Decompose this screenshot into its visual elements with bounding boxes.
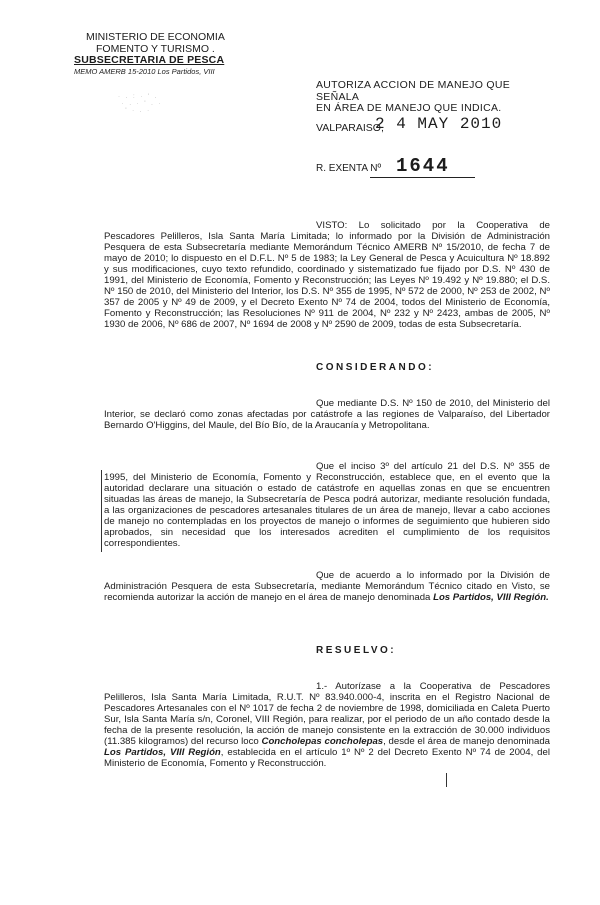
considerando-heading: CONSIDERANDO: [316, 362, 435, 373]
subject-block [316, 80, 546, 115]
letterhead [60, 32, 250, 77]
resuelvo-1-text: 1.- Autorízase a la Cooperativa de Pescadores Pelilleros, Isla Santa María Limitada, R.U.T. Nº 83.940.000-4, inscrita en el Registro Nacional de Pescadores Artesanales con el Nº 1017 de fecha 2 de noviembre de 1998, domiciliada en Caleta Puerto Sur, Isla Santa María s/n, Coronel, VIII Región, para realizar, por el periodo de un año contado desde la fecha de la presente resolución, la acción de manejo consistente en la extracción de 30.000 individuos (11.385 kilogramos) del recurso loco Concholepas concholepas, desde el área de manejo denominada Los Partidos, VIII Región, establecida en el artículo 1º Nº 2 del Decreto Exento Nº 74 de 2004, del Ministerio de Economía, Fomento y Reconstrucción. [104, 681, 550, 769]
considerando-1-text: Que mediante D.S. Nº 150 de 2010, del Ministerio del Interior, se declaró como zonas afectadas por catástrofe a las regiones de Valparaíso, del Libertador Bernardo O'Higgins, del Maule, del Bío Bío, de la Araucanía y Metropolitana. [104, 398, 550, 431]
resolution-number: 1644 [396, 155, 450, 177]
ministry-name-2: FOMENTO Y TURISMO . [96, 42, 215, 55]
margin-mark [101, 470, 102, 552]
considerando-1 [104, 398, 550, 431]
subsecretaria-name: SUBSECRETARIA DE PESCA [74, 54, 225, 66]
subject-line-1: AUTORIZA ACCION DE MANEJO QUE SEÑALA [316, 79, 511, 103]
resolution-label: R. EXENTA Nº [316, 163, 382, 174]
area-name: Los Partidos, VIII Región. [433, 592, 549, 603]
faint-stamp-mark: · . : · ' . · . · ' . · ' · . · [118, 94, 163, 114]
considerando-2 [104, 461, 550, 549]
resolution-underline [370, 177, 475, 178]
species-name: Concholepas concholepas [261, 736, 384, 747]
considerando-3-text: Que de acuerdo a lo informado por la División de Administración Pesquera de esta Subsecretaría, mediante Memorándum Técnico citado en Visto, se recomienda autorizar la acción de manejo en el área de manejo denominada Los Partidos, VIII Región. [104, 570, 550, 603]
visto-paragraph [104, 220, 550, 330]
margin-mark-2 [446, 773, 447, 787]
considerando-2-text: Que el inciso 3º del artículo 21 del D.S. Nº 355 de 1995, del Ministerio de Economía, Fomento y Reconstrucción, establece que, en el evento que la autoridad declarare una situación o estado de catástrofe en aquellas zonas en que se encuentren situadas las áreas de manejo, la Subsecretaría de Pesca podrá autorizar, mediante resolución fundada, a las organizaciones de pescadores artesanales titulares de un área de manejo, llevar a cabo acciones de manejo no contempladas en los proyectos de manejo o informes de seguimiento que hubieren sido aprobados, sin necesidad que los interesados acrediten el cumplimiento de los requisitos correspondientes. [104, 461, 550, 549]
resuelvo-area-name: Los Partidos, VIII Región [104, 747, 221, 758]
resuelvo-1 [104, 681, 550, 769]
subject-line-2: EN ÁREA DE MANEJO QUE INDICA. [316, 102, 502, 114]
resuelvo-heading: RESUELVO: [316, 645, 397, 656]
place-label: VALPARAISO, [316, 122, 384, 134]
memo-reference: MEMO AMERB 15-2010 Los Partidos, VIII [74, 66, 215, 76]
visto-text: VISTO: Lo solicitado por la Cooperativa de Pescadores Pelilleros, Isla Santa María Limitada; lo informado por la División de Administración Pesquera de esta Subsecretaría mediante Memorándum Técnico AMERB Nº 15/2010, de fecha 7 de mayo de 2010; lo dispuesto en el D.F.L. Nº 5 de 1983; la Ley General de Pesca y Acuicultura Nº 18.892 y sus modificaciones, cuyo texto refundido, coordinado y sistematizado fue fijado por D.S. Nº 430 de 1991, del Ministerio de Economía, Fomento y Reconstrucción; las Leyes Nº 19.492 y Nº 19.880; el D.S. Nº 150 de 2010, del Ministerio del Interior, los D.S. Nº 355 de 1995, Nº 572 de 2000, Nº 253 de 2002, Nº 357 de 2005 y Nº 49 de 2009, y el Decreto Exento Nº 74 de 2004, todos del Ministerio de Economía, Fomento y Reconstrucción; las Resoluciones Nº 911 de 2004, Nº 232 y Nº 2423, ambas de 2005, Nº 1930 de 2006, Nº 686 de 2007, Nº 1694 de 2008 y Nº 2590 de 2009, todas de esta Subsecretaría. [104, 220, 550, 330]
date-stamp: 2 4 MAY 2010 [375, 115, 503, 133]
ministry-name: MINISTERIO DE ECONOMIA [86, 31, 225, 43]
considerando-3 [104, 570, 550, 603]
